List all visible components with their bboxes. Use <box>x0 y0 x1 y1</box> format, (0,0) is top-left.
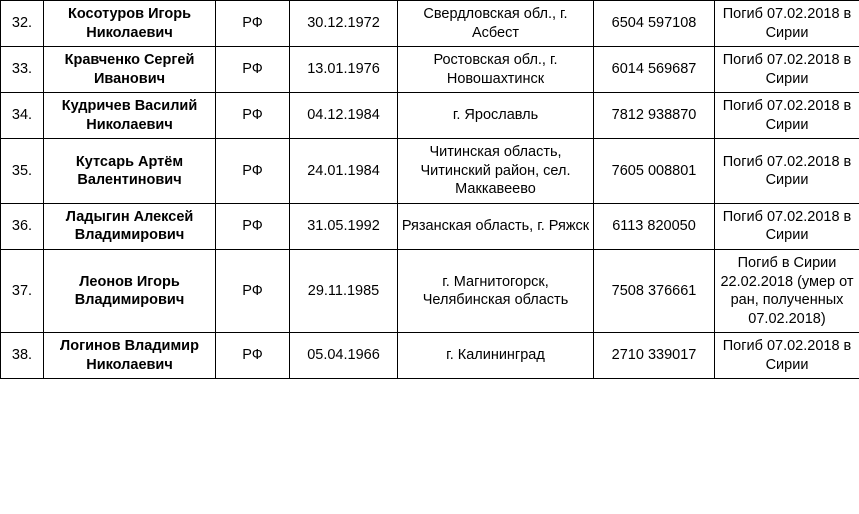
row-citizenship: РФ <box>216 1 290 47</box>
row-status: Погиб 07.02.2018 в Сирии <box>715 139 859 204</box>
table-row <box>1 47 859 93</box>
table-row <box>1 1 859 47</box>
row-name: Кудричев Василий Николаевич <box>44 93 216 139</box>
table-row <box>1 333 859 379</box>
row-date-of-birth: 05.04.1966 <box>290 333 398 379</box>
row-name: Кравченко Сергей Иванович <box>44 47 216 93</box>
row-number: 36. <box>1 203 44 249</box>
row-name: Логинов Владимир Николаевич <box>44 333 216 379</box>
row-number: 32. <box>1 1 44 47</box>
row-status: Погиб в Сирии 22.02.2018 (умер от ран, полученных 07.02.2018) <box>715 250 859 333</box>
row-number: 37. <box>1 250 44 333</box>
row-place: г. Магнитогорск, Челябинская область <box>398 250 594 333</box>
row-name: Леонов Игорь Владимирович <box>44 250 216 333</box>
row-document-number: 7812 938870 <box>594 93 715 139</box>
row-name: Ладыгин Алексей Владимирович <box>44 203 216 249</box>
row-place: Ростовская обл., г. Новошахтинск <box>398 47 594 93</box>
row-status: Погиб 07.02.2018 в Сирии <box>715 1 859 47</box>
row-citizenship: РФ <box>216 93 290 139</box>
row-place: г. Ярославль <box>398 93 594 139</box>
row-document-number: 7605 008801 <box>594 139 715 204</box>
table-row <box>1 93 859 139</box>
row-date-of-birth: 29.11.1985 <box>290 250 398 333</box>
row-name: Косотуров Игорь Николаевич <box>44 1 216 47</box>
row-place: Читинская область, Читинский район, сел. Маккавеево <box>398 139 594 204</box>
row-status: Погиб 07.02.2018 в Сирии <box>715 333 859 379</box>
row-document-number: 7508 376661 <box>594 250 715 333</box>
row-date-of-birth: 30.12.1972 <box>290 1 398 47</box>
row-citizenship: РФ <box>216 333 290 379</box>
row-document-number: 6014 569687 <box>594 47 715 93</box>
row-number: 34. <box>1 93 44 139</box>
row-status: Погиб 07.02.2018 в Сирии <box>715 203 859 249</box>
row-number: 35. <box>1 139 44 204</box>
row-citizenship: РФ <box>216 47 290 93</box>
row-document-number: 6113 820050 <box>594 203 715 249</box>
row-citizenship: РФ <box>216 139 290 204</box>
row-number: 38. <box>1 333 44 379</box>
row-place: Рязанская область, г. Ряжск <box>398 203 594 249</box>
row-status: Погиб 07.02.2018 в Сирии <box>715 93 859 139</box>
table-body <box>1 1 859 379</box>
row-status: Погиб 07.02.2018 в Сирии <box>715 47 859 93</box>
row-document-number: 6504 597108 <box>594 1 715 47</box>
row-date-of-birth: 13.01.1976 <box>290 47 398 93</box>
row-citizenship: РФ <box>216 203 290 249</box>
row-document-number: 2710 339017 <box>594 333 715 379</box>
row-name: Кутсарь Артём Валентинович <box>44 139 216 204</box>
row-citizenship: РФ <box>216 250 290 333</box>
row-date-of-birth: 04.12.1984 <box>290 93 398 139</box>
table-row <box>1 250 859 333</box>
row-date-of-birth: 24.01.1984 <box>290 139 398 204</box>
row-place: г. Калининград <box>398 333 594 379</box>
table-row <box>1 139 859 204</box>
row-place: Свердловская обл., г. Асбест <box>398 1 594 47</box>
row-date-of-birth: 31.05.1992 <box>290 203 398 249</box>
row-number: 33. <box>1 47 44 93</box>
table-row <box>1 203 859 249</box>
